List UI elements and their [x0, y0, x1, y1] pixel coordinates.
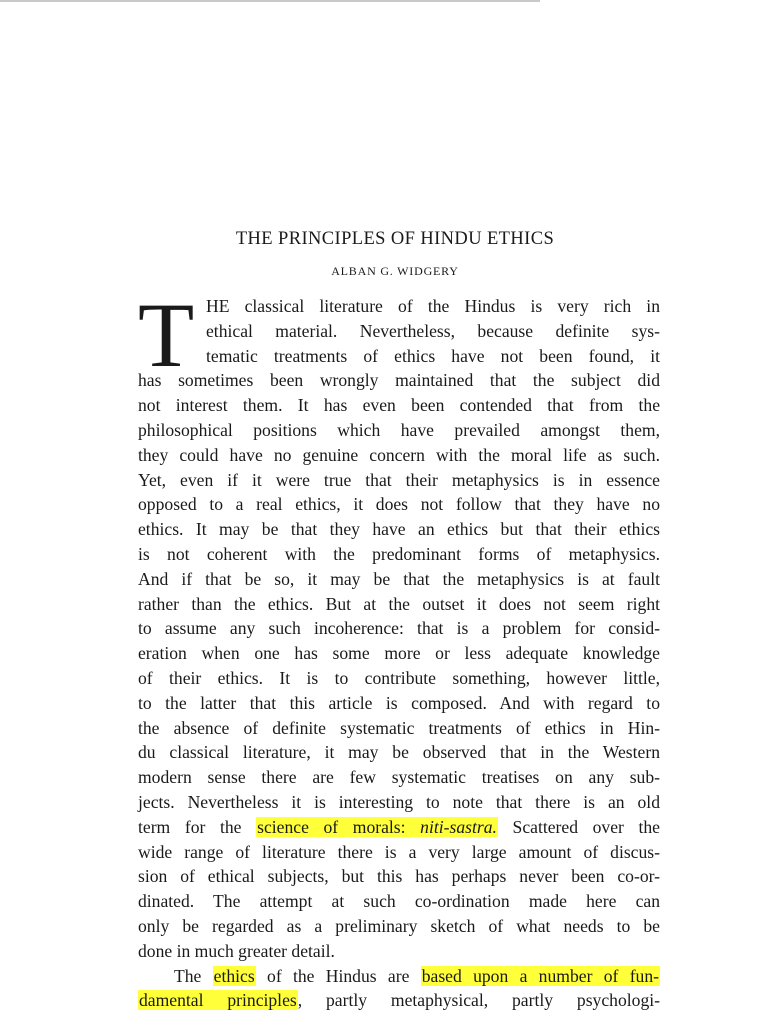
body-line: not interest them. It has even been contended that from the — [138, 395, 660, 416]
article-title: THE PRINCIPLES OF HINDU ETHICS — [235, 229, 555, 249]
drop-cap: T — [138, 284, 195, 386]
body-line: to assume any such incoherence: that is a problem for consid- — [138, 618, 660, 639]
body-line: has sometimes been wrongly maintained that the subject did — [138, 370, 660, 391]
line-text: The — [174, 965, 202, 986]
body-line-paragraph-end: done in much greater detail. — [138, 940, 335, 961]
body-line: rather than the ethics. But at the outset it does not seem right — [138, 593, 660, 614]
body-line: dinated. The attempt at such co-ordination made here can — [138, 891, 660, 912]
body-line-highlighted — [138, 964, 660, 989]
body-line: wide range of literature there is a very large amount of discus- — [138, 841, 660, 862]
highlight-principles-start: based upon a number of fun- — [421, 965, 660, 986]
article-body — [138, 284, 660, 1013]
body-line: to the latter that this article is composed. And with regard to — [138, 692, 660, 713]
highlight-principles-end: damental principles — [139, 990, 297, 1011]
body-line: tematic treatments of ethics have not been found, it — [206, 345, 660, 366]
line-text: , partly metaphysical, partly psychologi- — [297, 990, 660, 1011]
body-line: eration when one has some more or less adequate knowledge — [138, 643, 660, 664]
body-line-highlighted — [138, 988, 660, 1013]
body-line: ethics. It may be that they have an ethics but that their ethics — [138, 519, 660, 540]
body-line: sion of ethical subjects, but this has perhaps never been co-or- — [138, 866, 660, 887]
article-author: ALBAN G. WIDGERY — [331, 264, 459, 278]
line-text: of the Hindus are — [267, 965, 410, 986]
line-text: Scattered over the — [512, 816, 660, 837]
body-line: is not coherent with the predominant forms of metaphysics. — [138, 543, 660, 564]
line-text: term for the — [138, 816, 242, 837]
body-line: HE classical literature of the Hindus is very rich in — [206, 296, 660, 316]
body-line-highlighted — [138, 815, 660, 840]
body-line: modern sense there are few systematic treatises on any sub- — [138, 767, 660, 788]
body-line: du classical literature, it may be observed that in the Western — [138, 742, 660, 763]
highlight-ethics: ethics — [213, 965, 255, 986]
body-line: opposed to a real ethics, it does not follow that they have no — [138, 494, 660, 515]
top-edge-rule — [0, 0, 540, 2]
body-line: And if that be so, it may be that the metaphysics is at fault — [138, 568, 660, 589]
body-line: philosophical positions which have prevailed amongst them, — [138, 419, 660, 440]
body-line: of their ethics. It is to contribute something, however little, — [138, 667, 660, 688]
highlight-italic-term: niti-sastra. — [420, 816, 497, 837]
body-line: jects. Nevertheless it is interesting to note that there is an old — [138, 791, 660, 812]
body-line: only be regarded as a preliminary sketch of what needs to be — [138, 915, 660, 936]
body-line: ethical material. Nevertheless, because definite sys- — [206, 320, 660, 341]
highlight-science-of-morals — [256, 817, 498, 837]
body-line: Yet, even if it were true that their metaphysics is in essence — [138, 469, 660, 490]
body-line: they could have no genuine concern with the moral life as such. — [138, 444, 660, 465]
highlight-text: science of morals: — [257, 816, 406, 837]
body-line: the absence of definite systematic treatments of ethics in Hin- — [138, 717, 660, 738]
